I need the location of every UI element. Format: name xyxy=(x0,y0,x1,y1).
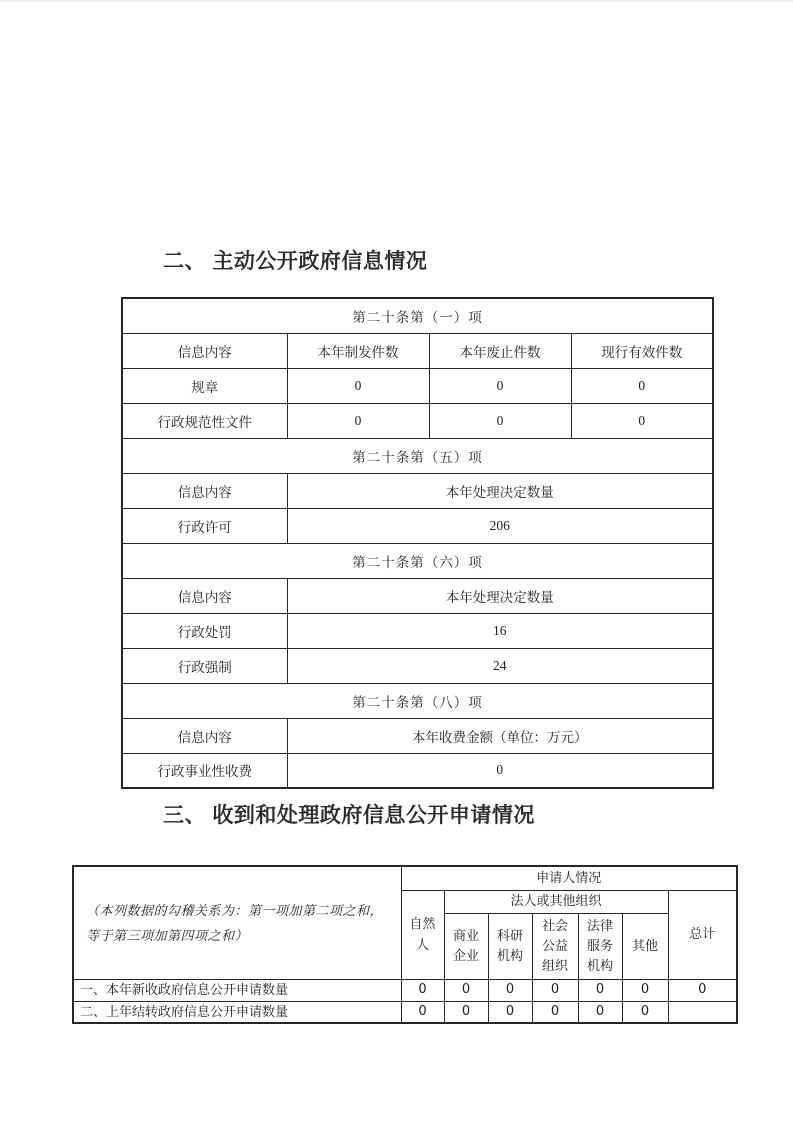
t1-section2-header: 第二十条第（五）项 xyxy=(122,438,713,473)
t2-value: 0 xyxy=(622,979,668,1001)
applications-table xyxy=(72,865,738,1024)
t1-s2-col-header: 本年处理决定数量 xyxy=(287,473,713,508)
t1-value: 16 xyxy=(287,613,713,648)
t1-row-label: 行政处罚 xyxy=(122,613,287,648)
t2-row-label: 二、上年结转政府信息公开申请数量 xyxy=(73,1001,401,1023)
t1-s1-col-header: 信息内容 xyxy=(122,333,287,368)
t1-s1-col-header: 现行有效件数 xyxy=(571,333,713,368)
table-row xyxy=(122,543,713,578)
t1-value: 0 xyxy=(287,753,713,788)
t1-section3-header: 第二十条第（六）项 xyxy=(122,543,713,578)
section3-heading: 三、 收到和处理政府信息公开申请情况 xyxy=(163,804,535,827)
t2-col-natural-person xyxy=(401,890,444,979)
t2-col-total: 总计 xyxy=(668,890,737,979)
t1-value: 24 xyxy=(287,648,713,683)
t2-legal-org-header: 法人或其他组织 xyxy=(444,890,668,913)
t2-value: 0 xyxy=(401,979,444,1001)
t1-s3-col-header: 本年处理决定数量 xyxy=(287,578,713,613)
t2-col-business xyxy=(444,913,488,979)
table-row xyxy=(122,718,713,753)
t2-value: 0 xyxy=(401,1001,444,1023)
table-row xyxy=(73,979,737,1001)
t2-value: 0 xyxy=(444,979,488,1001)
t2-value: 0 xyxy=(488,1001,532,1023)
table-row xyxy=(122,753,713,788)
t2-col-research xyxy=(488,913,532,979)
table-row xyxy=(122,578,713,613)
section2-heading: 二、 主动公开政府信息情况 xyxy=(163,250,428,273)
t2-value: 0 xyxy=(532,979,578,1001)
t1-value: 0 xyxy=(571,403,713,438)
table-row xyxy=(122,683,713,718)
table-row xyxy=(122,508,713,543)
t1-row-label: 行政强制 xyxy=(122,648,287,683)
t2-col-research-label: 科研机构 xyxy=(496,927,523,963)
t1-s2-col-header: 信息内容 xyxy=(122,473,287,508)
proactive-disclosure-table xyxy=(121,297,714,789)
t2-col-legal-service xyxy=(578,913,622,979)
table-row xyxy=(122,613,713,648)
t1-s1-col-header: 本年废止件数 xyxy=(429,333,571,368)
t2-value: 0 xyxy=(622,1001,668,1023)
t2-value-total: 0 xyxy=(668,979,737,1001)
table-row xyxy=(122,438,713,473)
t2-value: 0 xyxy=(444,1001,488,1023)
t2-col-business-label: 商业企业 xyxy=(452,927,479,963)
t2-value: 0 xyxy=(578,1001,622,1023)
t2-value: 0 xyxy=(532,1001,578,1023)
t2-value: 0 xyxy=(578,979,622,1001)
t1-value: 0 xyxy=(287,368,429,403)
t1-value: 206 xyxy=(287,508,713,543)
table-row xyxy=(122,368,713,403)
table-row xyxy=(122,298,713,333)
t1-value: 0 xyxy=(429,368,571,403)
t2-col-natural-person-label: 自然人 xyxy=(409,916,436,952)
t1-row-label: 行政事业性收费 xyxy=(122,753,287,788)
t1-s4-col-header: 本年收费金额（单位：万元） xyxy=(287,718,713,753)
table-row xyxy=(122,403,713,438)
t1-row-label: 规章 xyxy=(122,368,287,403)
table-row xyxy=(122,473,713,508)
t1-value: 0 xyxy=(287,403,429,438)
t2-note-cell: （本列数据的勾稽关系为：第一项加第二项之和，等于第三项加第四项之和） xyxy=(73,866,401,979)
table-row xyxy=(73,866,737,890)
table-row xyxy=(122,648,713,683)
t1-s3-col-header: 信息内容 xyxy=(122,578,287,613)
t1-value: 0 xyxy=(571,368,713,403)
t2-applicant-header: 申请人情况 xyxy=(401,866,737,890)
t2-col-other: 其他 xyxy=(622,913,668,979)
t1-section1-header: 第二十条第（一）项 xyxy=(122,298,713,333)
t1-value: 0 xyxy=(429,403,571,438)
t1-s1-col-header: 本年制发件数 xyxy=(287,333,429,368)
t2-col-social-welfare xyxy=(532,913,578,979)
t2-row-label: 一、本年新收政府信息公开申请数量 xyxy=(73,979,401,1001)
t2-value: 0 xyxy=(488,979,532,1001)
t2-col-legal-service-label: 法律服务机构 xyxy=(586,917,613,974)
t2-col-social-welfare-label: 社会公益组织 xyxy=(541,917,568,974)
t2-value-total-empty xyxy=(668,1001,737,1023)
table-row xyxy=(122,333,713,368)
page-top-divider xyxy=(0,0,793,2)
t1-row-label: 行政许可 xyxy=(122,508,287,543)
t1-section4-header: 第二十条第（八）项 xyxy=(122,683,713,718)
t1-row-label: 行政规范性文件 xyxy=(122,403,287,438)
t1-s4-col-header: 信息内容 xyxy=(122,718,287,753)
table-row xyxy=(73,1001,737,1023)
